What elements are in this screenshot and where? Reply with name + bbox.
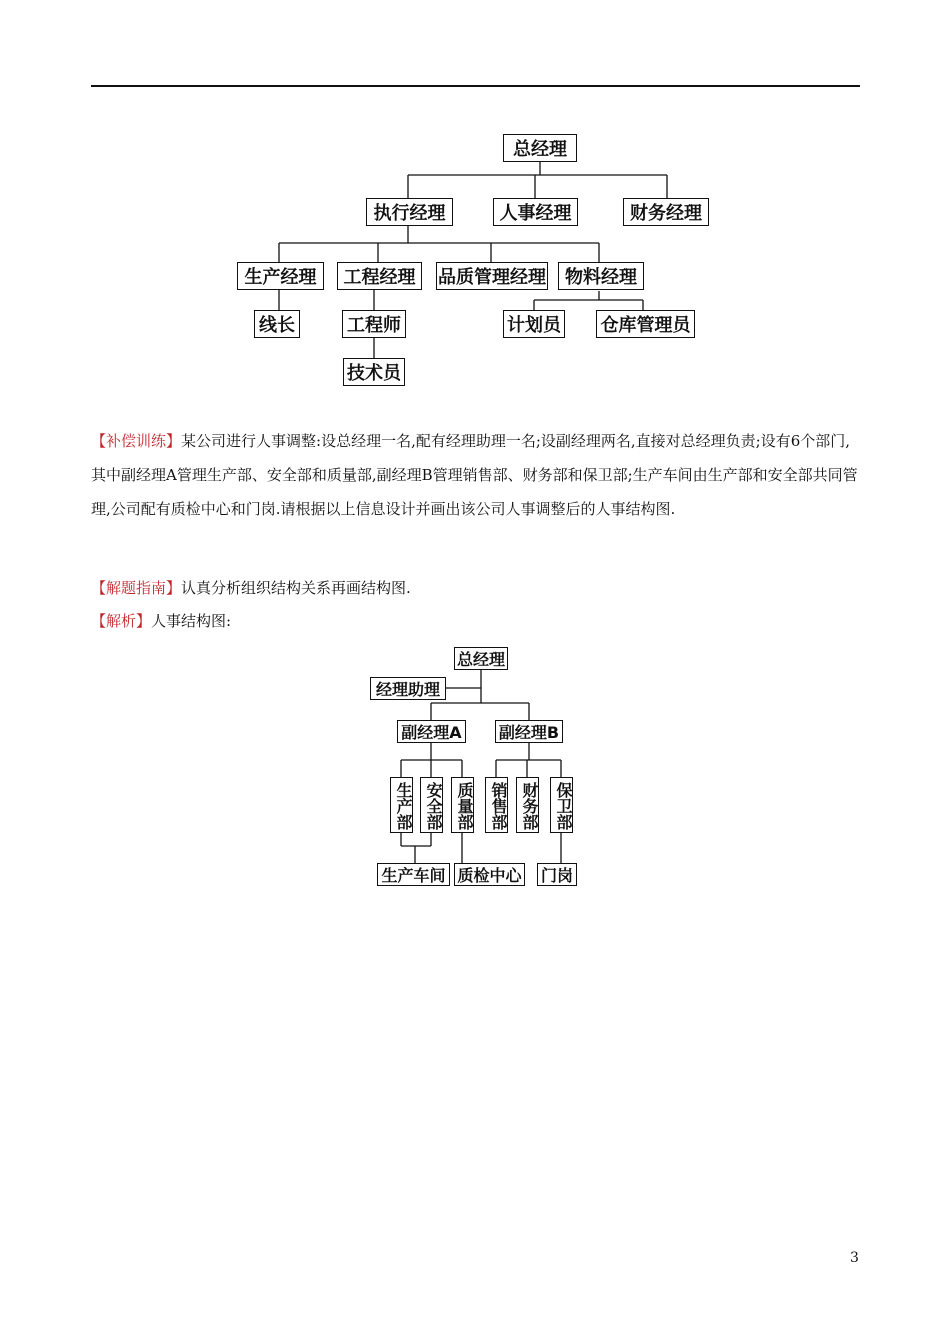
box2-deputy-b: 副经理B (495, 720, 563, 743)
exercise-tag: 【补偿训练】 (91, 432, 182, 450)
box2-workshop: 生产车间 (377, 863, 450, 886)
box2-safety-dept: 安全部 (420, 777, 443, 833)
box2-general-manager: 总经理 (454, 647, 508, 670)
analysis-tag: 【解析】 (91, 612, 152, 630)
box-exec-manager: 执行经理 (366, 198, 453, 226)
box-engineering-manager: 工程经理 (337, 262, 422, 290)
box2-gate: 门岗 (537, 863, 577, 886)
box-materials-manager: 物料经理 (558, 262, 644, 290)
box2-assistant: 经理助理 (370, 677, 446, 700)
box2-security-dept: 保卫部 (550, 777, 573, 833)
guide-tag: 【解题指南】 (91, 579, 182, 597)
box-production-manager: 生产经理 (237, 262, 324, 290)
box2-quality-dept: 质量部 (451, 777, 474, 833)
box-finance-manager: 财务经理 (623, 198, 709, 226)
box2-finance-dept: 财务部 (516, 777, 539, 833)
exercise-paragraph (91, 424, 861, 526)
analysis-paragraph (91, 604, 861, 638)
guide-paragraph (91, 571, 861, 605)
guide-text: 认真分析组织结构关系再画结构图. (181, 579, 411, 597)
exercise-text: 某公司进行人事调整:设总经理一名,配有经理助理一名;设副经理两名,直接对总经理负责;设有6个部门,其中副经理A管理生产部、安全部和质量部,副经理B管理销售部、财务部和保卫部;生产车间由生产部和安全部共同管理,公司配有质检中心和门岗.请根据以上信息设计并画出该公司人事调整后的人事结构图. (91, 432, 858, 518)
box-technician: 技术员 (343, 358, 405, 386)
box-planner: 计划员 (503, 310, 565, 338)
box-warehouse-keeper: 仓库管理员 (596, 310, 695, 338)
box-hr-manager: 人事经理 (493, 198, 578, 226)
box-quality-manager: 品质管理经理 (436, 262, 548, 290)
box2-production-dept: 生产部 (390, 777, 413, 833)
box-general-manager: 总经理 (503, 134, 577, 162)
box2-qc-center: 质检中心 (454, 863, 525, 886)
box-engineer: 工程师 (342, 310, 406, 338)
analysis-text: 人事结构图: (151, 612, 232, 630)
page-number: 3 (850, 1250, 859, 1266)
box-line-leader: 线长 (254, 310, 300, 338)
box2-sales-dept: 销售部 (485, 777, 508, 833)
box2-deputy-a: 副经理A (397, 720, 466, 743)
